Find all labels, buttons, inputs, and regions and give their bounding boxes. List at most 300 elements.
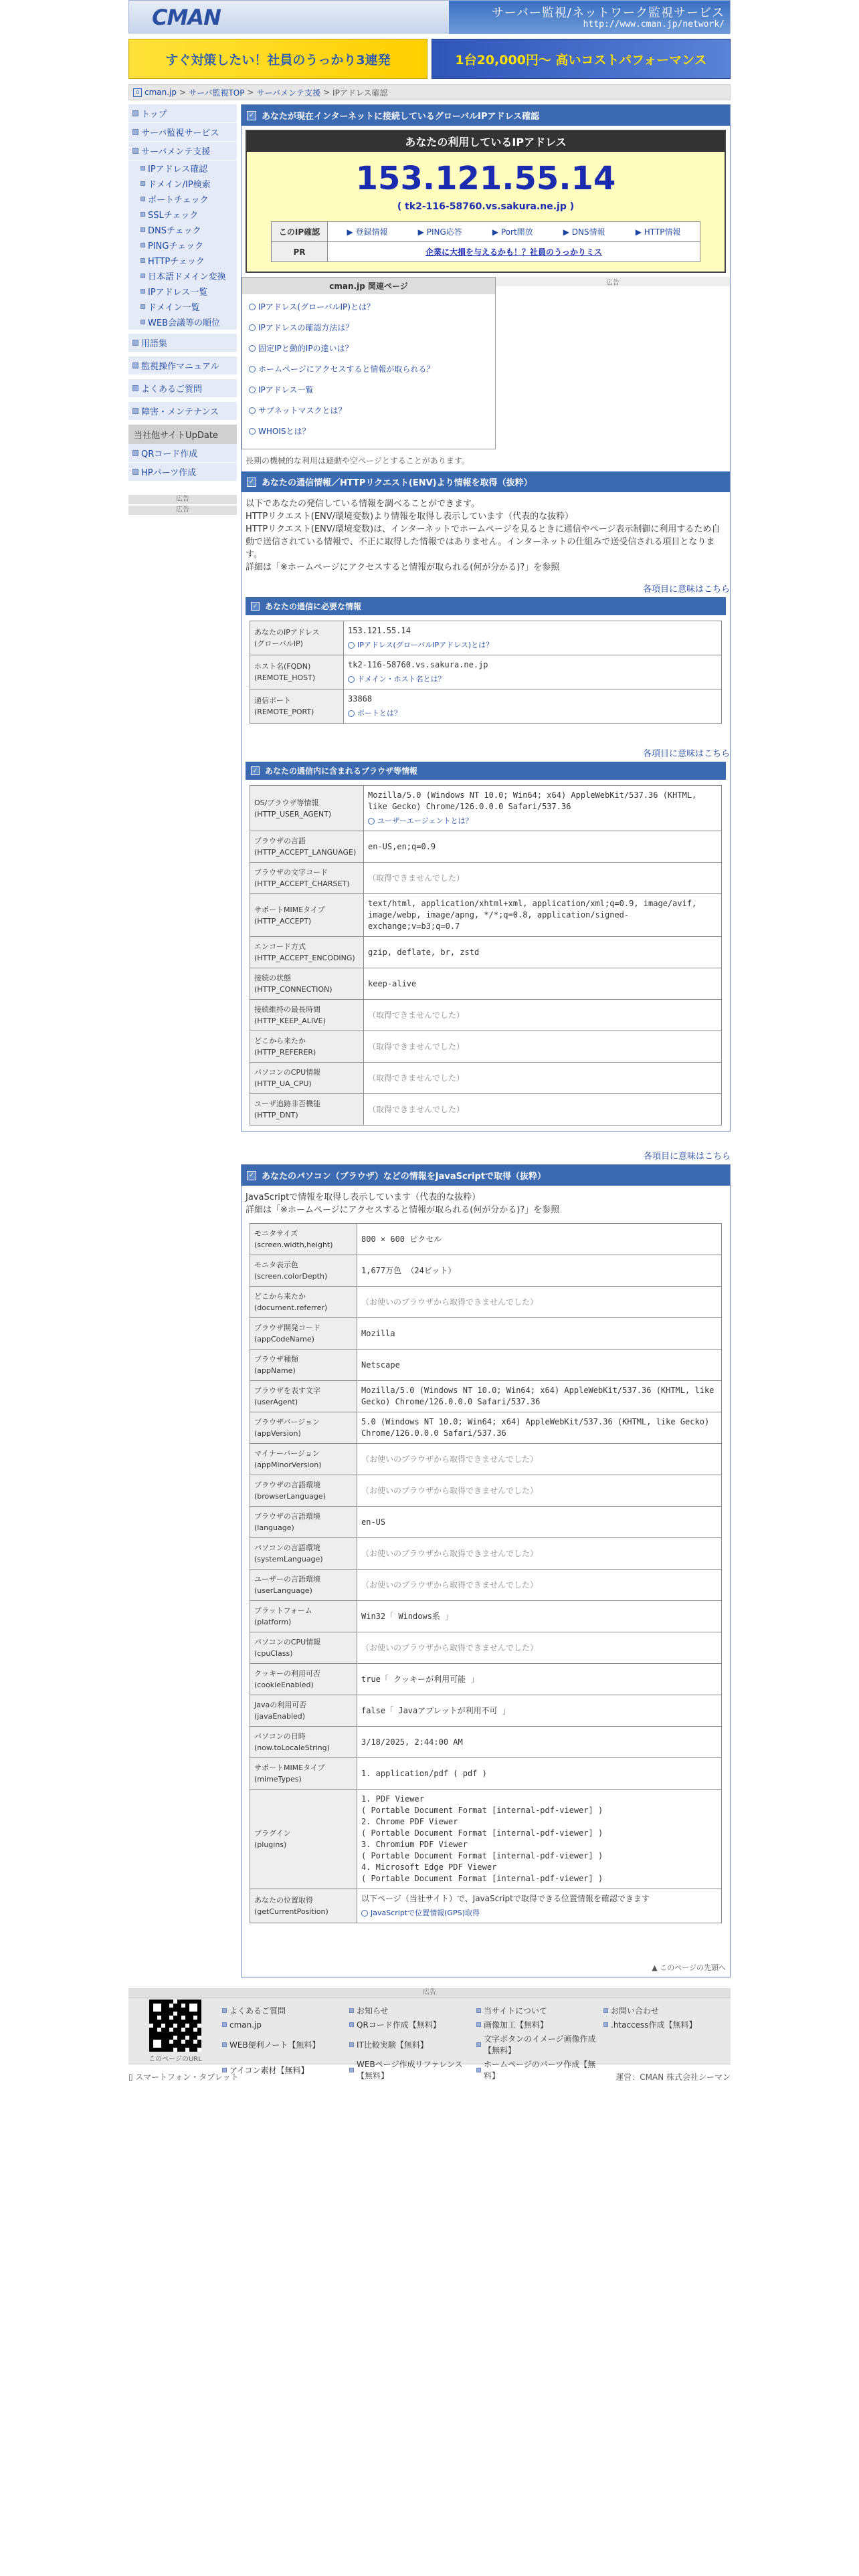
row-label: Javaの利用可否 (javaEnabled) (250, 1695, 357, 1727)
square-bullet-icon (132, 450, 138, 456)
ad-label: 広告 (128, 1988, 731, 1998)
value-text: （お使いのブラウザから取得できませんでした） (361, 1454, 539, 1464)
sidebar-subitem[interactable] (128, 268, 237, 284)
ip-check-link[interactable] (492, 226, 533, 237)
footer-link[interactable] (349, 2033, 476, 2056)
sidebar-sublabel: ドメイン一覧 (148, 303, 200, 313)
footer-link-label: WEB便利ノート【無料】 (229, 2040, 320, 2050)
row-value (357, 1475, 722, 1507)
row-label: クッキーの利用可否 (cookieEnabled) (250, 1664, 357, 1695)
js-table-wrap (242, 1222, 730, 1929)
row-label: ユーザーの言語環境 (userLanguage) (250, 1570, 357, 1601)
value-text: Mozilla/5.0 (Windows NT 10.0; Win64; x64) AppleWebKit/537.36 (KHTML, like Gecko) Chrome/126.0.0.0 Safari/537.36 (368, 790, 697, 811)
row-value (357, 1444, 722, 1475)
value-text: （お使いのブラウザから取得できませんでした） (361, 1297, 539, 1307)
ip-display-box (246, 130, 726, 273)
row-value (357, 1224, 722, 1255)
footer-link-label: IT比較実験【無料】 (357, 2040, 428, 2050)
row-value (357, 1318, 722, 1350)
value-text: 800 × 600 ピクセル (361, 1234, 442, 1244)
subsection-heading (246, 762, 726, 780)
circle-bullet-icon (348, 710, 355, 717)
sidebar-item-maintenance[interactable] (128, 402, 237, 421)
table-row (250, 1031, 722, 1063)
breadcrumb-sep: > (322, 88, 330, 97)
sidebar-other-sites-heading: 当社他サイトUpDate (128, 425, 237, 444)
js-description (242, 1186, 730, 1222)
env-description (242, 492, 730, 579)
usage-note: 長期の機械的な利用は避動や空ページとすることがあります。 (246, 456, 470, 465)
row-value (357, 1758, 722, 1790)
row-value (364, 1031, 722, 1063)
value-text: 1,677万色 （24ビット） (361, 1265, 456, 1275)
row-label: ブラウザ開発コード (appCodeName) (250, 1318, 357, 1350)
breadcrumb-item[interactable]: サーバメンテ支援 (256, 88, 320, 98)
value-text: （取得できませんでした） (368, 1041, 465, 1051)
row-label: ブラウザの言語環境 (browserLanguage) (250, 1475, 357, 1507)
page-top-link[interactable] (242, 1929, 730, 1977)
sidebar-subitem[interactable] (128, 253, 237, 268)
footer-link[interactable] (349, 2005, 476, 2016)
help-link-label: ドメイン・ホスト名とは？ (357, 675, 446, 683)
value-text: en-US (361, 1517, 386, 1527)
square-bullet-icon (476, 2022, 481, 2027)
footer-link[interactable] (222, 2005, 349, 2016)
section-title: あなたの通信情報／HTTPリクエスト(ENV)より情報を取得（抜粋） (262, 478, 533, 488)
value-text: 33868 (348, 694, 373, 704)
related-link[interactable] (249, 384, 488, 395)
help-link[interactable] (348, 708, 717, 719)
triangle-right-icon: ▶ (492, 227, 501, 237)
ip-check-link-label: PING応答 (426, 227, 462, 237)
sidebar-sublabel: SSLチェック (148, 211, 199, 221)
sidebar-label: 監視操作マニュアル (141, 362, 219, 372)
value-text: false「 Javaアプレットが利用不可 」 (361, 1705, 510, 1715)
circle-bullet-icon (348, 642, 355, 649)
sidebar-label: QRコード作成 (141, 449, 198, 459)
related-link[interactable] (249, 322, 488, 333)
site-header (128, 0, 731, 33)
row-value (364, 863, 722, 894)
breadcrumb-current: IPアドレス確認 (332, 88, 388, 98)
square-bullet-icon (132, 129, 138, 135)
square-bullet-icon (140, 227, 145, 232)
breadcrumb (128, 84, 731, 100)
help-link[interactable] (361, 1907, 717, 1919)
pr-label: PR (272, 242, 328, 262)
footer-link[interactable] (476, 2005, 603, 2016)
js-info-table (250, 1223, 722, 1923)
sidebar-label: トップ (141, 110, 167, 120)
footer-link-label: 文字ボタンのイメージ画像作成【無料】 (484, 2034, 596, 2055)
row-label: どこから来たか (HTTP_REFERER) (250, 1031, 364, 1063)
table-row (250, 1000, 722, 1031)
footer-link-label: お問い合わせ (611, 2006, 660, 2016)
value-text: keep-alive (368, 978, 417, 988)
value-text: Mozilla (361, 1328, 395, 1338)
sidebar-label: サーバ監視サービス (141, 128, 219, 138)
square-bullet-icon (222, 2022, 227, 2027)
row-value (357, 1664, 722, 1695)
value-text: 153.121.55.14 (348, 626, 411, 635)
sidebar-subitems (128, 160, 237, 330)
square-bullet-icon (349, 2042, 354, 2047)
footer-link[interactable] (222, 2033, 349, 2056)
row-label: モニタサイズ (screen.width,height) (250, 1224, 357, 1255)
ip-address-value: 153.121.55.14 (355, 160, 616, 197)
row-value (357, 1601, 722, 1632)
ip-check-link[interactable] (347, 226, 388, 237)
value-text: （取得できませんでした） (368, 1104, 465, 1114)
sidebar-sublabel: DNSチェック (148, 226, 201, 236)
sidebar-item-glossary[interactable] (128, 334, 237, 352)
sidebar-item-top[interactable] (128, 104, 237, 123)
row-label: モニタ表示色 (screen.colorDepth) (250, 1255, 357, 1287)
sidebar-label: 用語集 (141, 339, 168, 349)
related-link[interactable] (249, 301, 488, 312)
content-layout (128, 104, 731, 1977)
footer-link[interactable] (222, 2058, 349, 2081)
header-banner (449, 1, 730, 34)
sidebar-subitem[interactable] (128, 314, 237, 330)
footer-link-label: 画像加工【無料】 (484, 2020, 549, 2030)
table-row (250, 1695, 722, 1727)
row-value (344, 655, 722, 689)
table-row (250, 1632, 722, 1664)
more-link[interactable]: 各項目に意味はこちら (642, 584, 730, 595)
up-arrow-icon: ▲ (652, 1963, 660, 1972)
ad-banner-right[interactable]: 1台20,000円〜 高いコストパフォーマンス (432, 39, 731, 79)
desc-line: HTTPリクエスト(ENV/環境変数)より情報を取得し表示しています（代表的な抜粋） (246, 512, 574, 522)
related-link-label: IPアドレス(グローバルIP)とは？ (258, 302, 375, 312)
square-bullet-icon (349, 2022, 354, 2027)
sidebar-subitem[interactable] (128, 299, 237, 314)
ip-box-title: あなたの利用しているIPアドレス (247, 131, 725, 152)
pr-cell (328, 242, 700, 262)
ip-link-row (332, 226, 696, 237)
help-link[interactable] (348, 639, 717, 651)
related-link[interactable] (249, 405, 488, 416)
table-row (250, 1444, 722, 1475)
square-bullet-icon (140, 320, 145, 324)
related-link-label: IPアドレス一覧 (258, 385, 314, 395)
sidebar (128, 104, 237, 1977)
table-row (250, 1318, 722, 1350)
square-bullet-icon (140, 274, 145, 278)
table-row (250, 1889, 722, 1923)
related-link-label: サブネットマスクとは？ (258, 406, 347, 415)
main-content (241, 104, 731, 1977)
table-row (250, 1475, 722, 1507)
row-value (364, 968, 722, 1000)
sidebar-subitem[interactable] (128, 284, 237, 299)
section-title: あなたが現在インターネットに接続しているグローバルIPアドレス確認 (262, 112, 540, 122)
help-link[interactable] (348, 673, 717, 685)
square-bullet-icon (140, 243, 145, 247)
row-label: パソコンのCPU情報 (cpuClass) (250, 1632, 357, 1664)
square-bullet-icon (132, 340, 138, 346)
table-row (250, 1094, 722, 1125)
ip-check-link[interactable] (636, 226, 681, 237)
sidebar-sublabel: IPアドレス確認 (148, 165, 208, 175)
square-bullet-icon (476, 2042, 481, 2047)
footer-link-label: ホームページのパーツ作成【無料】 (484, 2060, 596, 2080)
value-text: 以下ページ（当社サイト）で、JavaScriptで取得できる位置情報を確認できます (361, 1894, 650, 1903)
circle-bullet-icon (249, 387, 256, 393)
related-link[interactable] (249, 363, 488, 374)
sidebar-subitem[interactable] (128, 237, 237, 253)
related-link[interactable] (249, 425, 488, 437)
row-label: プラットフォーム (platform) (250, 1601, 357, 1632)
section-heading (242, 105, 730, 126)
sidebar-item-qr[interactable] (128, 444, 237, 463)
sidebar-sublabel: PINGチェック (148, 241, 204, 251)
home-icon: ⌂ (133, 88, 142, 97)
table-row (250, 831, 722, 863)
sidebar-item-hp[interactable] (128, 463, 237, 481)
ad-label: 広告 (128, 495, 237, 504)
check-icon: ✓ (247, 477, 256, 487)
square-bullet-icon (140, 197, 145, 201)
table-row (250, 863, 722, 894)
desc-line: 詳細は「※ホームページにアクセスすると情報が取られる(何が分かる)?」を参照 (246, 1205, 560, 1215)
pr-link[interactable]: 企業に大損を与えるかも！？社員のうっかりミス (425, 247, 602, 257)
desc-line: HTTPリクエスト(ENV/環境変数)は、インターネットでホームページを見るときに通信やページ表示制御に利用するため自動で送信されている情報で、不正に取得した情報ではありません。インターネットの仕組みで送受信される項目となります。 (246, 524, 721, 560)
sidebar-sublabel: WEB会議等の順位 (148, 318, 220, 328)
row-value (357, 1695, 722, 1727)
qr-code-icon (149, 2000, 201, 2052)
row-label: パソコンのCPU情報 (HTTP_UA_CPU) (250, 1063, 364, 1094)
value-text: 1. application/pdf ( pdf ) (361, 1768, 487, 1778)
ip-host-value: ( tk2-116-58760.vs.sakura.ne.jp ) (397, 201, 575, 212)
value-text: 1. PDF Viewer ( Portable Document Format [internal-pdf-viewer] ) 2. Chrome PDF Viewer ( Portable Document Format [internal-pdf-viewer] ) 3. Chromium PDF Viewer ( Portable Document Format [internal-pdf-viewer] ) 4. Microsoft Edge PDF Viewer ( Portable Document Format [internal-pdf-viewer] ) (361, 1794, 603, 1883)
row-label: 接続の状態 (HTTP_CONNECTION) (250, 968, 364, 1000)
sidebar-label: 障害・メンテナンス (141, 407, 219, 417)
triangle-right-icon: ▶ (417, 227, 427, 237)
row-value (344, 621, 722, 655)
sidebar-subitem[interactable] (128, 160, 237, 176)
help-link-label: ユーザーエージェントとは？ (377, 817, 473, 825)
js-section (241, 1164, 731, 1977)
footer-link[interactable] (603, 2005, 731, 2016)
ip-section (241, 104, 731, 1132)
value-text: Mozilla/5.0 (Windows NT 10.0; Win64; x64) AppleWebKit/537.36 (KHTML, like Gecko) Chrome/126.0.0.0 Safari/537.36 (361, 1386, 714, 1406)
sidebar-subitem[interactable] (128, 222, 237, 237)
value-text: （取得できませんでした） (368, 873, 465, 883)
circle-bullet-icon (361, 1910, 368, 1917)
qr-area (128, 1998, 222, 2064)
value-text: 5.0 (Windows NT 10.0; Win64; x64) AppleWebKit/537.36 (KHTML, like Gecko) Chrome/126.0.0.0 Safari/537.36 (361, 1417, 710, 1438)
sidebar-item-manual[interactable] (128, 356, 237, 375)
help-link-label: JavaScriptで位置情報(GPS)取得 (371, 1909, 480, 1917)
more-link[interactable]: 各項目に意味はこちら (643, 1152, 731, 1162)
table-row (250, 689, 722, 724)
breadcrumb-item[interactable]: cman.jp (145, 88, 177, 97)
footer-link-label: アイコン素材【無料】 (229, 2065, 309, 2075)
square-bullet-icon (132, 148, 138, 154)
page-wrapper (128, 0, 731, 2089)
table-row (250, 1727, 722, 1758)
square-bullet-icon (349, 2008, 354, 2013)
footer-link (603, 2033, 731, 2056)
browser-table-wrap (242, 780, 730, 1131)
row-label: サポートMIMEタイプ (mimeTypes) (250, 1758, 357, 1790)
qr-caption: このページのURL (149, 2055, 202, 2063)
sidebar-item-monitoring[interactable] (128, 123, 237, 142)
desc-line: 以下であなたの発信している情報を調べることができます。 (246, 499, 480, 509)
table-row (250, 1601, 722, 1632)
row-label: ブラウザバージョン (appVersion) (250, 1412, 357, 1444)
table-row (250, 894, 722, 937)
footer-link-label: お知らせ (357, 2006, 389, 2016)
table-row (250, 1664, 722, 1695)
footer-link[interactable] (476, 2058, 603, 2081)
smartphone-link[interactable]: ▯ スマートフォン・タブレット (128, 2072, 239, 2082)
ad-banner-row (128, 39, 731, 79)
value-text: Win32「 Windows系 」 (361, 1611, 454, 1621)
row-label: ホスト名(FQDN) (REMOTE_HOST) (250, 655, 344, 689)
sidebar-subitem[interactable] (128, 207, 237, 222)
table-row (250, 1412, 722, 1444)
footer-link[interactable] (476, 2033, 603, 2056)
breadcrumb-sep: > (179, 88, 187, 97)
ip-actions-table (271, 221, 700, 262)
site-logo[interactable]: CMAN (152, 5, 221, 30)
table-row (250, 1570, 722, 1601)
help-link-label: IPアドレス(グローバルIPアドレス)とは？ (357, 641, 494, 649)
footer-link[interactable] (476, 2019, 603, 2030)
row-value (364, 1094, 722, 1125)
square-bullet-icon (132, 362, 138, 368)
row-label: プラグイン (plugins) (250, 1790, 357, 1889)
row-value (364, 937, 722, 968)
sidebar-item-maint[interactable] (128, 142, 237, 160)
row-value (357, 1727, 722, 1758)
related-title: cman.jp 関連ページ (242, 278, 495, 294)
row-value (364, 1000, 722, 1031)
square-bullet-icon (349, 2068, 354, 2072)
sidebar-subitem[interactable] (128, 176, 237, 191)
sidebar-subitem[interactable] (128, 191, 237, 207)
row-value (357, 1507, 722, 1538)
row-label: ブラウザの文字コード (HTTP_ACCEPT_CHARSET) (250, 863, 364, 894)
check-icon: ✓ (247, 111, 256, 120)
row-value (357, 1632, 722, 1664)
sidebar-sublabel: ドメイン/IP検索 (148, 180, 211, 190)
footer-link[interactable] (349, 2058, 476, 2081)
ip-check-links (328, 222, 700, 242)
table-row (250, 1255, 722, 1287)
row-label: あなたのIPアドレス (グローバルIP) (250, 621, 344, 655)
check-icon: ✓ (247, 1171, 256, 1180)
help-link-label: ポートとは？ (357, 709, 401, 718)
row-label: パソコンの言語環境 (systemLanguage) (250, 1538, 357, 1570)
ad-banner-left[interactable]: すぐ対策したい！社員のうっかり3連発 (128, 39, 427, 79)
circle-bullet-icon (249, 366, 256, 372)
footer-link[interactable] (603, 2019, 731, 2030)
related-link[interactable] (249, 342, 488, 354)
table-row (250, 1758, 722, 1790)
table-row (250, 1790, 722, 1889)
circle-bullet-icon (249, 304, 256, 310)
table-row (250, 1507, 722, 1538)
ip-check-link-label: Port開放 (500, 227, 533, 237)
footer-link[interactable] (222, 2019, 349, 2030)
square-bullet-icon (140, 304, 145, 309)
row-value (357, 1287, 722, 1318)
sidebar-label: サーバメンテ支援 (141, 147, 211, 157)
value-text: （お使いのブラウザから取得できませんでした） (361, 1580, 539, 1590)
value-text: Netscape (361, 1360, 400, 1370)
footer-link-label: QRコード作成【無料】 (357, 2020, 441, 2030)
ip-check-link-label: 登録情報 (355, 227, 388, 237)
table-row (250, 1350, 722, 1381)
value-text: gzip, deflate, br, zstd (368, 947, 480, 957)
value-text: tk2-116-58760.vs.sakura.ne.jp (348, 660, 488, 669)
table-row (250, 1538, 722, 1570)
circle-bullet-icon (249, 428, 256, 435)
square-bullet-icon (476, 2068, 481, 2072)
operator-text: 運営：CMAN 株式会社シーマン (615, 2072, 731, 2082)
more-link[interactable]: 各項目に意味はこちら (642, 749, 730, 759)
related-area (242, 277, 730, 449)
table-row (250, 786, 722, 831)
row-label: ブラウザを表す文字 (userAgent) (250, 1381, 357, 1412)
row-label: ブラウザの言語環境 (language) (250, 1507, 357, 1538)
row-label: パソコンの日時 (now.toLocaleString) (250, 1727, 357, 1758)
table-row (250, 937, 722, 968)
help-link[interactable] (368, 815, 717, 827)
value-text: text/html, application/xhtml+xml, application/xml;q=0.9, image/avif, image/webp, image/apng, */*;q=0.8, application/signed-exchange;v=b3;q=0.7 (368, 899, 697, 931)
circle-bullet-icon (249, 407, 256, 414)
square-bullet-icon (222, 2042, 227, 2047)
row-value (364, 831, 722, 863)
value-text: en-US,en;q=0.9 (368, 841, 436, 851)
row-value (344, 689, 722, 724)
ad-label: 広告 (496, 277, 730, 286)
value-text: （お使いのブラウザから取得できませんでした） (361, 1548, 539, 1558)
table-row (250, 1224, 722, 1255)
breadcrumb-item[interactable]: サーバ監視TOP (189, 88, 245, 98)
ip-check-link[interactable] (418, 226, 462, 237)
row-label: エンコード方式 (HTTP_ACCEPT_ENCODING) (250, 937, 364, 968)
section-heading (242, 471, 730, 492)
sidebar-item-faq[interactable] (128, 379, 237, 398)
ip-check-link[interactable] (563, 226, 605, 237)
row-value (364, 1063, 722, 1094)
triangle-right-icon: ▶ (563, 227, 572, 237)
row-label: ブラウザの言語 (HTTP_ACCEPT_LANGUAGE) (250, 831, 364, 863)
square-bullet-icon (603, 2022, 608, 2027)
square-bullet-icon (140, 258, 145, 263)
footer-link[interactable] (349, 2019, 476, 2030)
circle-bullet-icon (368, 818, 375, 825)
related-link-label: WHOISとは？ (258, 427, 310, 436)
square-bullet-icon (222, 2008, 227, 2013)
related-link-label: 固定IPと動的IPの違いは？ (258, 344, 353, 353)
row-value (357, 1570, 722, 1601)
footer-link-label: cman.jp (229, 2020, 262, 2030)
table-row (250, 1063, 722, 1094)
header-url: http://www.cman.jp/network/ (583, 19, 725, 29)
row-value (357, 1412, 722, 1444)
ip-check-label: このIP確認 (272, 222, 328, 242)
row-value (357, 1889, 722, 1923)
square-bullet-icon (140, 181, 145, 186)
footer-link-label: .htaccess作成【無料】 (611, 2020, 697, 2030)
conn-info-table (250, 621, 722, 724)
value-text: （お使いのブラウザから取得できませんでした） (361, 1485, 539, 1495)
